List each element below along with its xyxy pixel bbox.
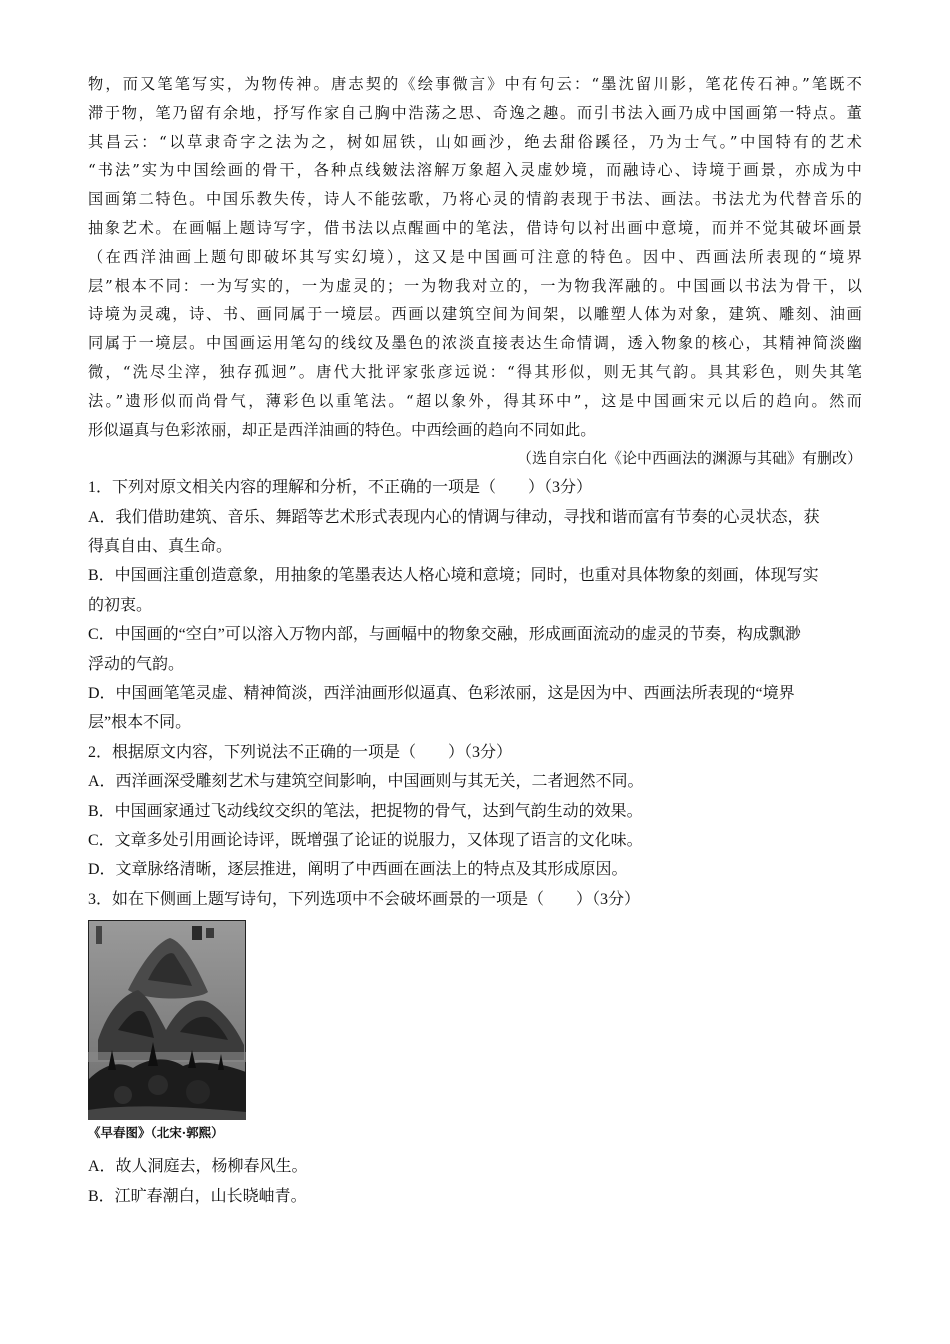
option-a: A．我们借助建筑、音乐、舞蹈等艺术形式表现内心的情调与律动，寻找和谐而富有节奏的心灵状态，获 (88, 508, 820, 526)
passage-line: （在西洋油画上题句即破坏其写实幻境），这又是中国画可注意的特色。因中、西画法所表现的“境界 (88, 247, 862, 266)
option-b-cont: 的初衷。 (88, 596, 153, 614)
question-3 (88, 885, 862, 1211)
question-2 (88, 738, 862, 885)
exam-page (88, 70, 862, 1211)
early-spring-painting (88, 920, 246, 1120)
passage-line: 国画第二特色。中国乐教失传，诗人不能弦歌，乃将心灵的情韵表现于书法、画法。书法尤为代替音乐的 (88, 190, 862, 209)
option-c: C．中国画的“空白”可以溶入万物内部，与画幅中的物象交融，形成画面流动的虚灵的节奏，构成飘渺 (88, 626, 801, 644)
question-stem: 3．如在下侧画上题写诗句，下列选项中不会破坏画景的一项是（ ）（3分） (88, 890, 641, 908)
painting-caption: 《早春图》（北宋·郭熙） (88, 1125, 224, 1141)
option-d: D．文章脉络清晰，逐层推进，阐明了中西画在画法上的特点及其形成原因。 (88, 861, 628, 879)
option-b: B．中国画注重创造意象，用抽象的笔墨表达人格心境和意境；同时，也重对具体物象的刻画，体现写实 (88, 567, 819, 585)
option-b: B．中国画家通过飞动线纹交织的笔法，把捉物的骨气，达到气韵生动的效果。 (88, 802, 643, 820)
passage-line: “书法”实为中国绘画的骨干，各种点线皴法溶解万象超入灵虚妙境，而融诗心、诗境于画景，亦成为中 (88, 161, 862, 180)
passage-line: 层”根本不同：一为写实的，一为虚灵的；一为物我对立的，一为物我浑融的。中国画以书法为骨干，以 (88, 276, 862, 295)
passage-line: 物，而又笔笔写实，为物传神。唐志契的《绘事微言》中有句云：“墨沈留川影，笔花传石神。”笔既不 (88, 75, 862, 93)
question-stem: 1．下列对原文相关内容的理解和分析，不正确的一项是（ ）（3分） (88, 479, 593, 497)
passage-line: 微，“洗尽尘滓，独存孤迥”。唐代大批评家张彦远说：“得其形似，则无其气韵。具其彩色，则失其笔 (88, 362, 862, 381)
passage-line: 同属于一境层。中国画运用笔勾的线纹及墨色的浓淡直接表达生命情调，透入物象的核心，其精神简淡幽 (88, 334, 862, 353)
option-d: D．中国画笔笔灵虚、精神简淡，西洋油画形似逼真、色彩浓丽，这是因为中、西画法所表现的“境界 (88, 685, 795, 702)
option-a: A．故人洞庭去，杨柳春风生。 (88, 1158, 308, 1176)
option-d-cont: 层”根本不同。 (88, 714, 192, 732)
option-b: B．江旷春潮白，山长晓岫青。 (88, 1187, 307, 1205)
passage-line: 抽象艺术。在画幅上题诗写字，借书法以点醒画中的笔法，借诗句以衬出画中意境，而并不觉其破坏画景 (88, 218, 862, 237)
option-c: C．文章多处引用画论诗评，既增强了论证的说服力，又体现了语言的文化味。 (88, 832, 643, 850)
painting-figure (88, 920, 248, 1142)
reading-passage (88, 70, 862, 444)
passage-line: 形似逼真与色彩浓丽，却正是西洋油画的特色。中西绘画的趋向不同如此。 (88, 420, 596, 439)
question-stem: 2．根据原文内容，下列说法不正确的一项是（ ）（3分） (88, 743, 513, 761)
option-c-cont: 浮动的气韵。 (88, 655, 185, 673)
passage-line: 其昌云：“以草隶奇字之法为之，树如屈铁，山如画沙，绝去甜俗蹊径，乃为士气。”中国特有的艺术 (88, 132, 862, 151)
question-1 (88, 473, 862, 738)
passage-line: 法。”遗形似而尚骨气，薄彩色以重笔法。“超以象外，得其环中”，这是中国画宋元以后的趋向。然而 (88, 391, 862, 410)
option-a-cont: 得真自由、真生命。 (88, 537, 233, 555)
passage-source: （选自宗白化《论中西画法的渊源与其础》有删改） (516, 449, 862, 468)
passage-line: 滞于物，笔乃留有余地，抒写作家自己胸中浩荡之思、奇逸之趣。而引书法入画乃成中国画第一特点。董 (88, 103, 862, 122)
passage-line: 诗境为灵魂，诗、书、画同属于一境层。西画以建筑空间为间架，以雕塑人体为对象，建筑、雕刻、油画 (88, 305, 862, 324)
option-a: A．西洋画深受雕刻艺术与建筑空间影响，中国画则与其无关，二者迥然不同。 (88, 773, 644, 791)
